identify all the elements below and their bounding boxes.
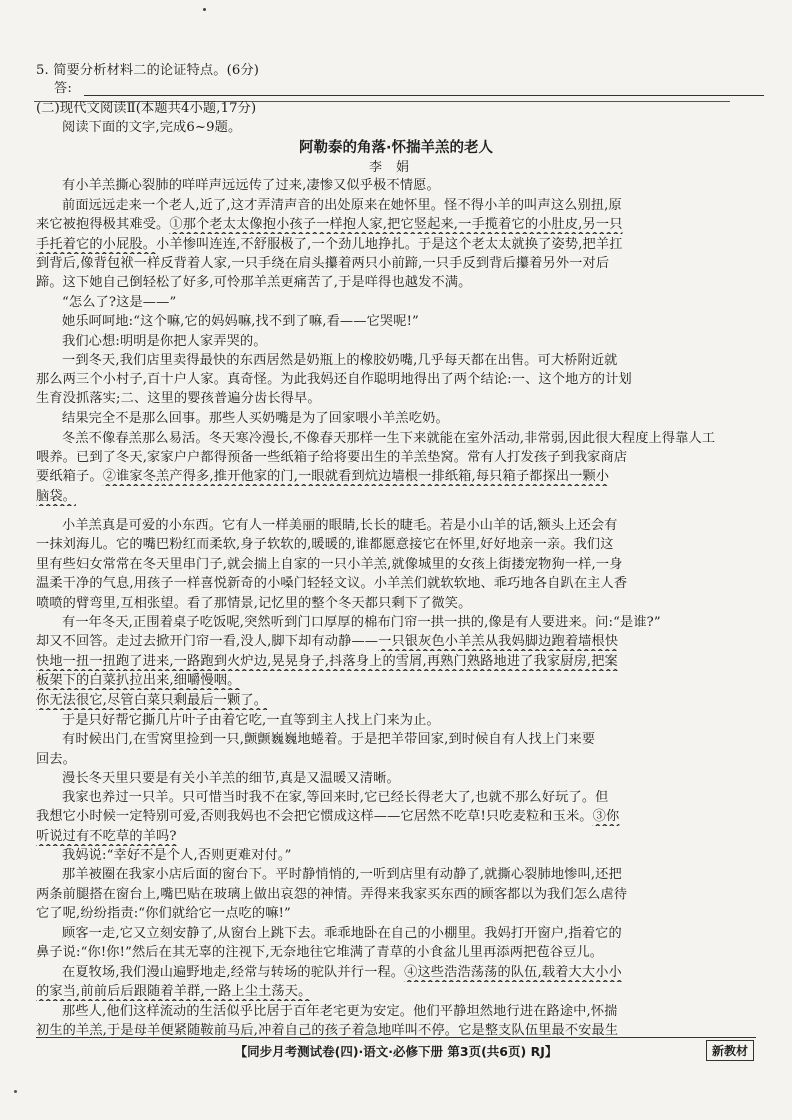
- speck: [14, 1090, 17, 1093]
- text-line: 有时候出门,在雪窝里捡到一只,颤颤巍巍地蜷着。于是把羊带回家,到时候自有人找上门来要: [62, 732, 596, 747]
- text-line: “怎么了?这是——”: [62, 295, 177, 310]
- text-line: 回去。: [36, 752, 77, 767]
- underlined-sentence-1: ①那个老太太像抱小孩子一样抱人家,把它竖起来,一手揽着它的小肚皮,另一只: [169, 217, 623, 232]
- article-author: 李娟: [368, 160, 423, 175]
- answer-line[interactable]: [84, 95, 764, 96]
- answer-label: 答:: [54, 81, 72, 96]
- text-line: 来它被抱得极其难受。: [36, 217, 170, 232]
- question-5: 5. 简要分析材料二的论证特点。(6分): [36, 63, 260, 78]
- text-line: 那羊被圈在我家小店后面的窗台下。平时静悄悄的,一听到店里有动静了,就撕心裂肺地惨叫,还把: [62, 867, 622, 882]
- underlined-sentence-4: ④这些浩浩荡荡的队伍,载着大大小小: [404, 965, 622, 980]
- edition-badge: 新教材: [706, 1040, 754, 1061]
- text-line: 漫长冬天里只要是有关小羊羔的细节,真是又温暖又清晰。: [62, 771, 400, 786]
- text-line: 我想它小时候一定特别可爱,否则我妈也不会把它惯成这样——它居然不吃草!只吃麦粒和玉米。: [36, 809, 593, 824]
- text-line: 一抹刘海儿。它的嘴巴粉红而柔软,身子软软的,暖暖的,谁都愿意接它在怀里,好好地亲一亲。我们这: [36, 537, 614, 552]
- text-line: 于是只好帮它撕几片叶子由着它吃,一直等到主人找上门来为止。: [62, 713, 440, 728]
- underlined-passage-cont: 快地一扭一扭跑了进来,一路跑到火炉边,晃晃身子,抖落身上的雪屑,再熟门熟路地进了我家厨房,把案: [36, 654, 618, 669]
- text-line: 我妈说:“幸好不是个人,否则更难对付。”: [62, 848, 292, 863]
- text-line: 结果完全不是那么回事。那些人买奶嘴是为了回家喂小羊羔吃奶。: [62, 411, 449, 426]
- text-line: 鼻子说:“你!你!”然后在其无辜的注视下,无奈地往它堆满了青草的小食盆儿里再添两把苞谷豆儿。: [36, 945, 604, 960]
- text-line: 前面远远走来一个老人,近了,这才弄清声音的出处原来在她怀里。怪不得小羊的叫声这么别扭,原: [62, 198, 622, 213]
- text-line: 顾客一走,它又立刻安静了,从窗台上跳下去。乖乖地卧在自己的小棚里。我妈打开窗户,指着它的: [62, 926, 622, 941]
- text-line: 却又不回答。走过去掀开门帘一看,没人,脚下却有动静——: [36, 634, 379, 649]
- underlined-sentence-2: ②谁家冬羔产得多,推开他家的门,一眼就看到炕边墙根一排纸箱,每只箱子都探出一颗小: [102, 469, 610, 484]
- text-line: 生育没抓落实;二、这里的婴孩普遍分齿长得早。: [36, 391, 321, 406]
- text-line: 到背后,像背包袱一样反背着人家,一只手绕在肩头攥着两只小前蹄,一只手反到背后攥着另外一对后: [36, 256, 610, 271]
- text-line: 喂养。已到了冬天,家家户户都得预备一些纸箱子给将要出生的羊羔垫窝。常有人打发孩子到我家商店: [36, 450, 628, 465]
- page-footer: 【同步月考测试卷(四)·语文·必修下册 第3页(共6页) RJ】: [234, 1044, 558, 1059]
- instruction: 阅读下面的文字,完成6~9题。: [62, 120, 242, 135]
- footer-divider: [36, 1037, 756, 1038]
- text-line: 小羊羔真是可爱的小东西。它有人一样美丽的眼睛,长长的睫毛。若是小山羊的话,额头上还会有: [62, 518, 618, 533]
- text-line: 有一年冬天,正围着桌子吃饭呢,突然听到门口厚厚的棉布门帘一拱一拱的,像是有人要进来。问:“是谁?”: [62, 615, 661, 630]
- underlined-sentence-3-cont: 听说过有不吃草的羊吗?: [36, 829, 177, 844]
- speck: [203, 8, 206, 11]
- underlined-passage-end: 板架下的白菜扒拉出来,细嚼慢咽。: [36, 673, 241, 688]
- text-line: 在夏牧场,我们漫山遍野地走,经常与转场的驼队并行一程。: [62, 965, 405, 980]
- text-line: 喷喷的臂弯里,互相张望。看了那情景,记忆里的整个冬天都只剩下了微笑。: [36, 596, 472, 611]
- text-line: 一到冬天,我们店里卖得最快的东西居然是奶瓶上的橡胶奶嘴,几乎每天都在出售。可大桥附近就: [62, 353, 618, 368]
- text-line: 那么两三个小村子,百十户人家。真奇怪。为此我妈还自作聪明地得出了两个结论:一、这个地方的计划: [36, 372, 632, 387]
- text-line: 初生的羊羔,于是母羊便紧随鞍前马后,冲着自己的孩子着急地咩叫不停。它是整支队伍里最不安最生: [36, 1023, 619, 1038]
- underlined-sentence-1-cont: 手托着它的小屁股。: [36, 237, 157, 252]
- underlined-sentence-4-cont: 的家当,前前后后跟随着羊群,一路上尘土荡天。: [36, 984, 312, 999]
- underlined-sentence-2-cont: 脑袋。: [36, 489, 77, 504]
- text-line: 我家也养过一只羊。只可惜当时我不在家,等回来时,它已经长得老大了,也就不那么好玩了。但: [62, 790, 609, 805]
- text-line: 它了呢,纷纷指责:“你们就给它一点吃的嘛!”: [36, 906, 291, 921]
- section-header: (二)现代文阅读Ⅱ(本题共4小题,17分): [36, 101, 257, 116]
- text-line: 她乐呵呵地:“这个嘛,它的妈妈嘛,找不到了嘛,看——它哭呢!”: [62, 314, 419, 329]
- text-line: 蹄。这下她自己倒轻松了好多,可怜那羊羔更痛苦了,于是咩得也越发不满。: [36, 275, 472, 290]
- underlined-passage: 一只银灰色小羊羔从我妈脚边跑着墙根快: [378, 634, 619, 649]
- text-line: 有小羊羔撕心裂肺的咩咩声远远传了过来,凄惨又似乎极不情愿。: [62, 178, 440, 193]
- underlined-sentence-3: ③你: [592, 809, 620, 824]
- text-line: 温柔干净的气息,用孩子一样喜悦新奇的小嗓门轻轻文议。小羊羔们就软软地、乖巧地各自趴在主人香: [36, 576, 628, 591]
- text-line: 小羊惨叫连连,不舒服极了,一个劲儿地挣扎。于是这个老太太就换了姿势,把羊扛: [156, 237, 623, 252]
- text-line: 冬羔不像春羔那么易活。冬天寒冷漫长,不像春天那样一生下来就能在室外活动,非常弱,因此很大程度上得靠人工: [62, 431, 716, 446]
- text-line: 里有些妇女常常在冬天里串门子,就会揣上自家的一只小羊羔,就像城里的女孩上街搂宠物狗一样,一身: [36, 557, 623, 572]
- text-line: 要纸箱子。: [36, 469, 103, 484]
- article-title: 阿勒泰的角落·怀揣羊羔的老人: [298, 140, 493, 156]
- text-line: 我们心想:明明是你把人家弄哭的。: [62, 334, 267, 349]
- text-line: 两条前腿搭在窗台上,嘴巴贴在玻璃上做出哀怨的神情。弄得来我家买东西的顾客都以为我们怎么虐待: [36, 887, 628, 902]
- underlined-line: 你无法很它,尽管白菜只剩最后一颗了。: [36, 693, 268, 708]
- text-line: 那些人,他们这样流动的生活似乎比居于百年老宅更为安定。他们平静坦然地行进在路途中,怀揣: [62, 1004, 618, 1019]
